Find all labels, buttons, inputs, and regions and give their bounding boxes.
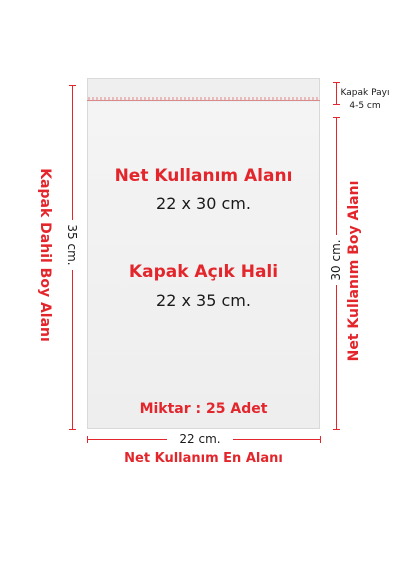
left-height-label: Kapak Dahil Boy Alanı [37,168,53,342]
quantity-label: Miktar : 25 Adet [139,401,268,417]
right-height-label: Net Kullanım Boy Alanı [346,180,362,362]
net-area-title: Net Kullanım Alanı [114,166,293,186]
right-dimension-top-tick [333,117,340,118]
bottom-dimension-left-tick [87,436,88,443]
flap-fold-line [87,100,320,101]
open-flap-title: Kapak Açık Hali [128,262,279,282]
width-value: 22 cm. [167,430,233,448]
flap-dimension-top-tick [333,82,340,83]
open-flap-size: 22 x 35 cm. [156,291,251,310]
left-dimension-top-tick [69,85,76,86]
net-area-size: 22 x 30 cm. [156,194,251,213]
right-dimension-bottom-tick [333,429,340,430]
right-height-value: 30 cm. [329,239,343,281]
left-dimension-bottom-tick [69,429,76,430]
width-label: Net Kullanım En Alanı [124,451,283,466]
left-height-value: 35 cm. [65,224,79,266]
flap-value: 4-5 cm [349,101,381,111]
flap-label: Kapak Payı [340,88,390,98]
bottom-dimension-right-tick [320,436,321,443]
